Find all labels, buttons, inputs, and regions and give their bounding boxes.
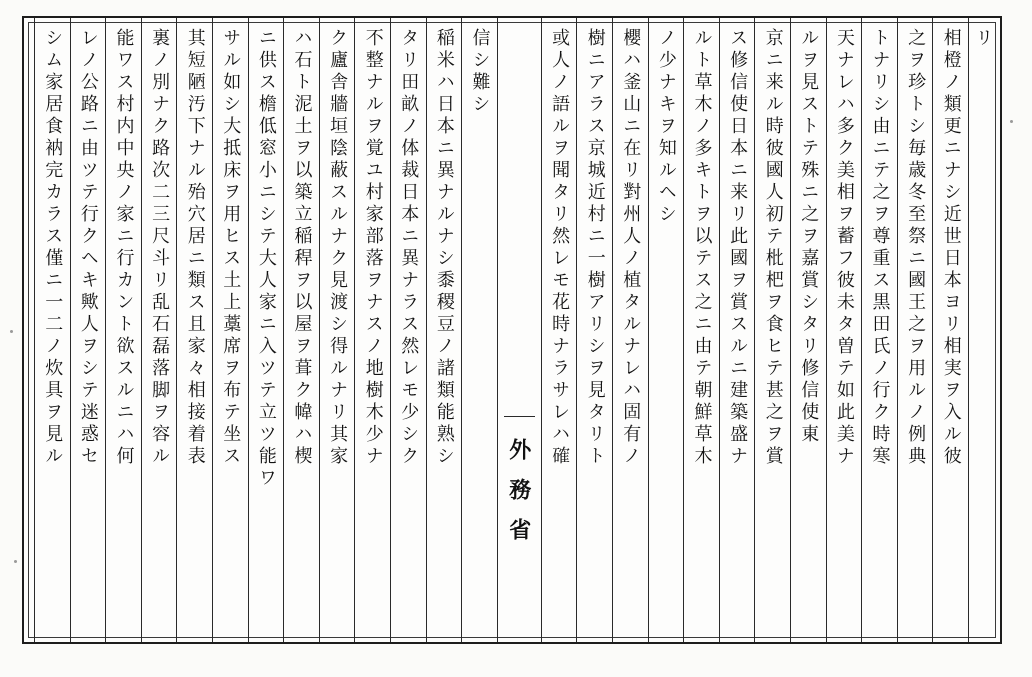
text-column (541, 18, 577, 642)
text-column (461, 18, 497, 642)
header-char-column (968, 18, 996, 642)
column-text: 櫻ハ釜山ニ在リ對州人ノ植タルナレハ固有ノ (620, 28, 642, 468)
text-columns (24, 18, 1000, 642)
text-column (861, 18, 897, 642)
text-column (897, 18, 933, 642)
column-text: ノ少ナキヲ知ルヘシ (655, 28, 677, 226)
text-column (141, 18, 177, 642)
text-column (176, 18, 212, 642)
text-column (932, 18, 968, 642)
text-column (70, 18, 106, 642)
text-column (790, 18, 826, 642)
column-text: ハ石ト泥土ヲ以築立稲稈ヲ以屋ヲ葺ク幃ハ楔 (291, 28, 313, 468)
margin-speck (14, 560, 17, 563)
text-column (34, 18, 70, 642)
column-text: サル如シ大抵床ヲ用ヒス土上藁席ヲ布テ坐ス (220, 28, 242, 468)
column-text: ルト草木ノ多キトヲ以テス之ニ由テ朝鮮草木 (691, 28, 713, 468)
column-text: ニ供ス檐低窓小ニシテ大人家ニ入ツテ立ツ能ワ (255, 28, 277, 490)
column-text: 之ヲ珍トシ毎歳冬至祭ニ國王之ヲ用ルノ例典 (905, 28, 927, 468)
page-frame (22, 16, 1002, 644)
text-column (719, 18, 755, 642)
text-column (612, 18, 648, 642)
column-text: 能ワス村内中央ノ家ニ行カント欲スルニハ何 (113, 28, 135, 468)
ministry-rule-top (504, 416, 535, 417)
column-text: タリ田畝ノ体裁日本ニ異ナラス然レモ少シク (398, 28, 420, 468)
column-text: 裏ノ別ナク路次二三尺斗リ乱石磊落脚ヲ容ル (149, 28, 171, 468)
margin-speck (1010, 120, 1013, 123)
column-text: シム家居食衲完カラス僅ニ一二ノ炊具ヲ見ル (42, 28, 64, 468)
column-text: 天ナレハ多ク美相ヲ蓄フ彼未タ曽テ如此美ナ (833, 28, 855, 468)
column-text: 京ニ来ル時彼國人初テ枇杷ヲ食ヒテ甚之ヲ賞 (762, 28, 784, 468)
column-text: 樹ニアラス京城近村ニ一樹アリシヲ見タリト (584, 28, 606, 468)
text-column (105, 18, 141, 642)
text-column (212, 18, 248, 642)
column-text: 信シ難シ (469, 28, 491, 116)
column-text: トナリシ由ニテ之ヲ尊重ス黒田氏ノ行ク時寒 (869, 28, 891, 468)
text-column (319, 18, 355, 642)
column-text: レノ公路ニ由ツテ行クヘキ歟人ヲシテ迷惑セ (77, 28, 99, 468)
column-text: ク廬舎牆垣陰蔽スルナク見渡シ得ルナリ其家 (327, 28, 349, 468)
text-column (576, 18, 612, 642)
header-char: リ (972, 28, 994, 50)
text-column (648, 18, 684, 642)
text-column (754, 18, 790, 642)
text-column (390, 18, 426, 642)
text-column (248, 18, 284, 642)
text-column (826, 18, 862, 642)
text-column (283, 18, 319, 642)
column-text: 稲米ハ日本ニ異ナルナシ黍稷豆ノ諸類能熟シ (433, 28, 455, 468)
column-text: ルヲ見ストテ殊ニ之ヲ嘉賞シタリ修信使東 (798, 28, 820, 446)
column-text: 或人ノ語ルヲ聞タリ然レモ花時ナラサレハ確 (549, 28, 571, 468)
column-text: ス修信使日本ニ来リ此國ヲ賞スルニ建築盛ナ (727, 28, 749, 468)
column-text: 相橙ノ類更ニナシ近世日本ヨリ相実ヲ入ル彼 (940, 28, 962, 468)
text-column (683, 18, 719, 642)
text-column (354, 18, 390, 642)
column-text: 不整ナルヲ覚ユ村家部落ヲナスノ地樹木少ナ (362, 28, 384, 468)
margin-speck (10, 330, 13, 333)
ministry-mark: 外務省 (505, 438, 532, 558)
text-column (426, 18, 462, 642)
column-text: 其短陋汚下ナル殆穴居ニ類ス且家々相接着表 (184, 28, 206, 468)
ministry-mark-column (497, 18, 541, 642)
